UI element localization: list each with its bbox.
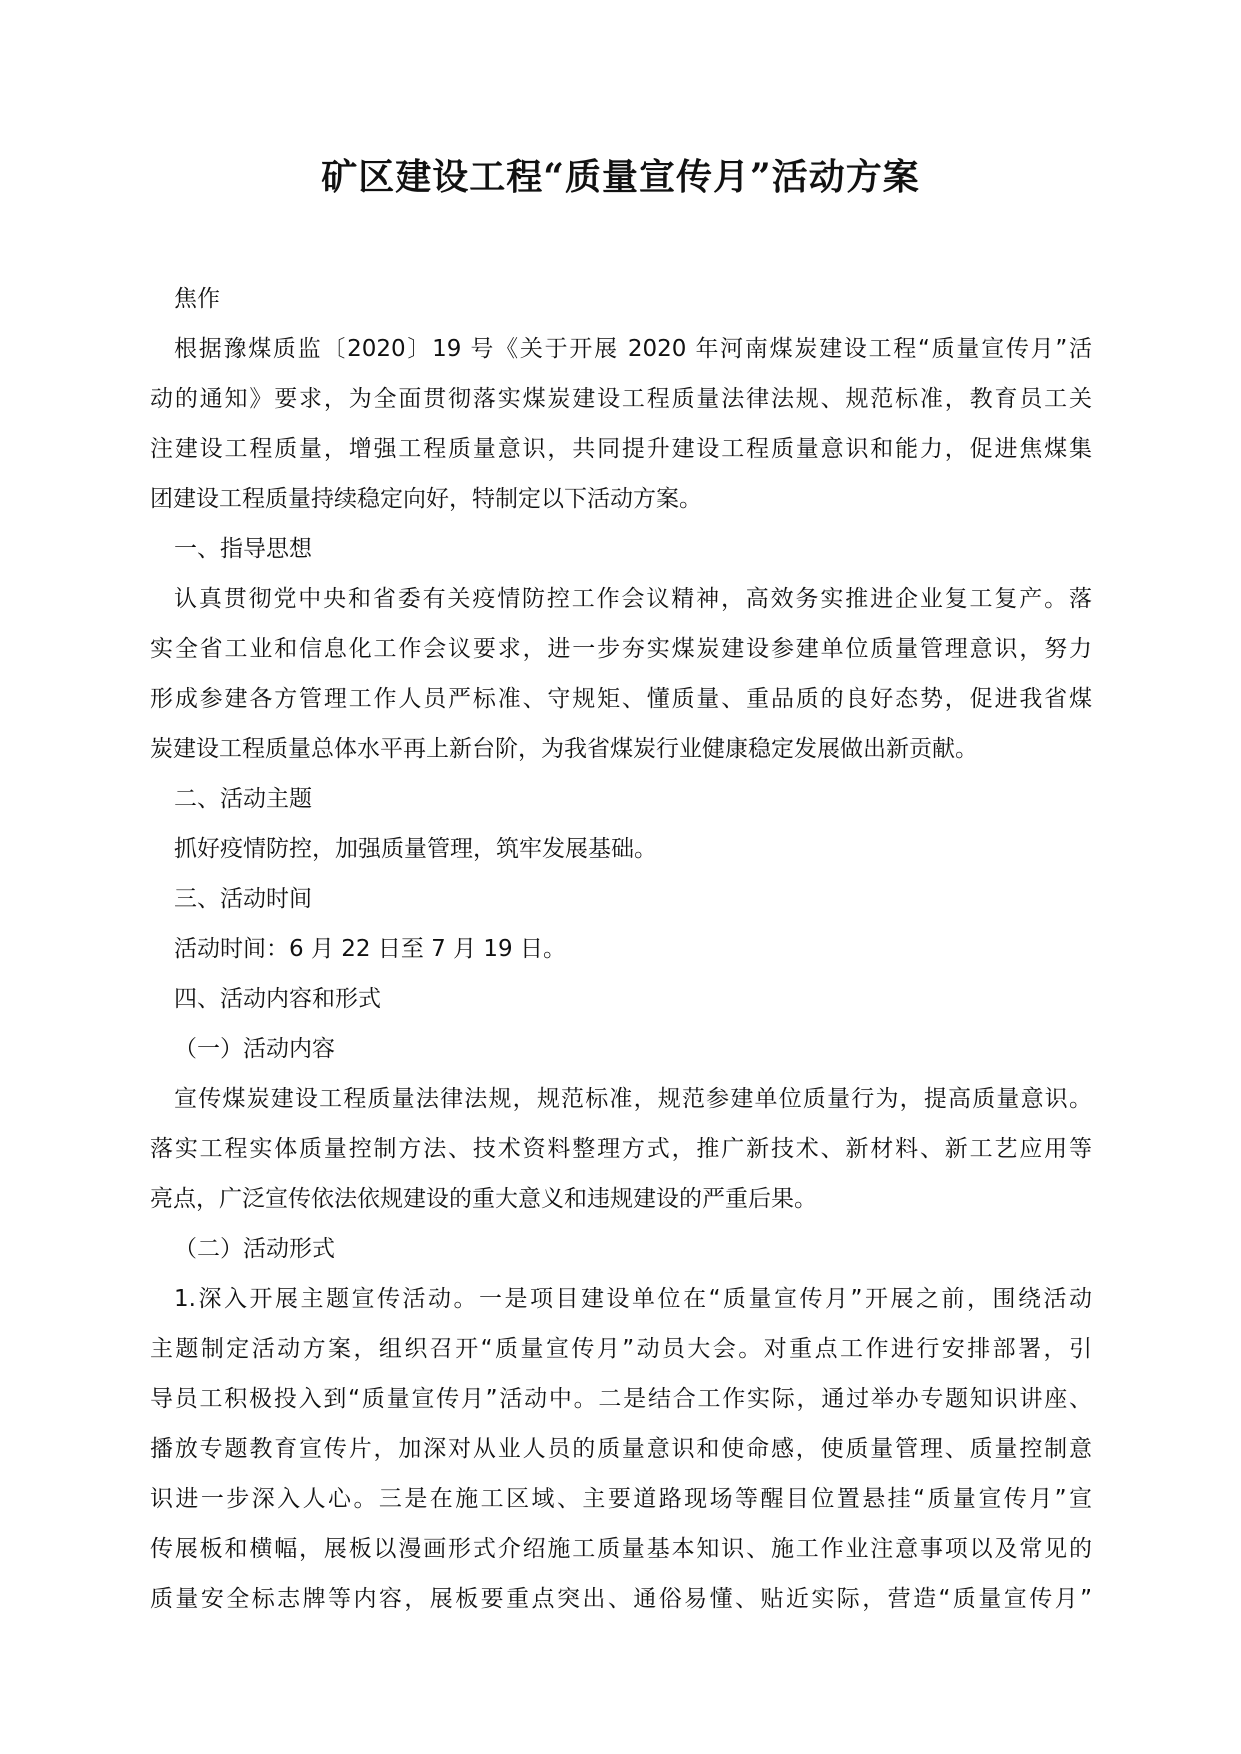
text-line: 焦作	[174, 286, 220, 312]
text-line: 炭建设工程质量总体水平再上新台阶，为我省煤炭行业健康稳定发展做出新贡献。	[150, 736, 978, 762]
text-line: 播放专题教育宣传片，加深对从业人员的质量意识和使命感，使质量管理、质量控制意	[150, 1436, 1092, 1462]
document-body	[150, 274, 1092, 1624]
document-title: 矿区建设工程“质量宣传月”活动方案	[321, 156, 920, 198]
text-line: 一、指导思想	[174, 536, 312, 562]
text-line: 动的通知》要求，为全面贯彻落实煤炭建设工程质量法律法规、规范标准，教育员工关	[150, 386, 1092, 412]
text-line: 识进一步深入人心。三是在施工区域、主要道路现场等醒目位置悬挂“质量宣传月”宣	[150, 1486, 1092, 1512]
text-line: （二）活动形式	[174, 1236, 335, 1262]
text-line: 四、活动内容和形式	[174, 986, 381, 1012]
text-line: 三、活动时间	[174, 886, 312, 912]
text-line: 亮点，广泛宣传依法依规建设的重大意义和违规建设的严重后果。	[150, 1186, 817, 1212]
text-line: 认真贯彻党中央和省委有关疫情防控工作会议精神，高效务实推进企业复工复产。落	[174, 586, 1092, 612]
text-line: 质量安全标志牌等内容，展板要重点突出、通俗易懂、贴近实际，营造“质量宣传月”	[150, 1586, 1092, 1612]
text-line: 主题制定活动方案，组织召开“质量宣传月”动员大会。对重点工作进行安排部署，引	[150, 1336, 1092, 1362]
text-line: 导员工积极投入到“质量宣传月”活动中。二是结合工作实际，通过举办专题知识讲座、	[150, 1386, 1092, 1412]
text-line: 抓好疫情防控，加强质量管理，筑牢发展基础。	[174, 836, 657, 862]
text-line: 活动时间：6 月 22 日至 7 月 19 日。	[174, 936, 566, 962]
text-line: 二、活动主题	[174, 786, 312, 812]
text-line: 传展板和横幅，展板以漫画形式介绍施工质量基本知识、施工作业注意事项以及常见的	[150, 1536, 1092, 1562]
text-line: 形成参建各方管理工作人员严标准、守规矩、懂质量、重品质的良好态势，促进我省煤	[150, 686, 1092, 712]
text-line: 宣传煤炭建设工程质量法律法规，规范标准，规范参建单位质量行为，提高质量意识。	[174, 1086, 1092, 1112]
text-line: 团建设工程质量持续稳定向好，特制定以下活动方案。	[150, 486, 702, 512]
text-line: 落实工程实体质量控制方法、技术资料整理方式，推广新技术、新材料、新工艺应用等	[150, 1136, 1092, 1162]
text-line: 根据豫煤质监〔2020〕19 号《关于开展 2020 年河南煤炭建设工程“质量宣传月”活	[174, 336, 1092, 362]
text-line: （一）活动内容	[174, 1036, 335, 1062]
text-line: 实全省工业和信息化工作会议要求，进一步夯实煤炭建设参建单位质量管理意识，努力	[150, 636, 1092, 662]
text-line: 1.深入开展主题宣传活动。一是项目建设单位在“质量宣传月”开展之前，围绕活动	[174, 1286, 1092, 1312]
text-line: 注建设工程质量，增强工程质量意识，共同提升建设工程质量意识和能力，促进焦煤集	[150, 436, 1092, 462]
